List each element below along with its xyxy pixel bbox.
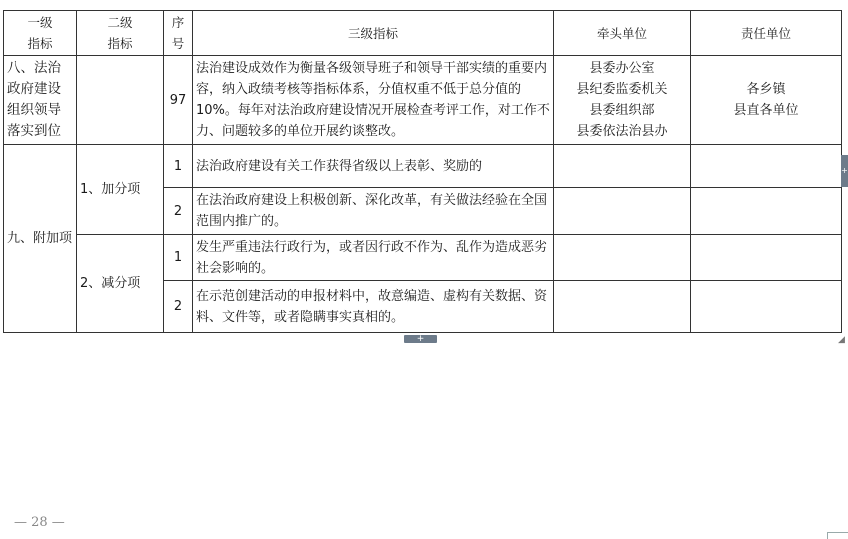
add-column-handle[interactable]: + [841,155,848,187]
row8-level1: 八、法治政府建设组织领导落实到位 [4,56,77,145]
bonus-resp-2 [691,188,842,235]
deduct-lead-2 [554,281,691,333]
header-level2: 二级 指标 [77,11,164,56]
bonus-lead-2 [554,188,691,235]
deduct-seq-2: 2 [164,281,193,333]
header-level1: 一级 指标 [4,11,77,56]
bonus-resp-1 [691,145,842,188]
row8-level2 [77,56,164,145]
bonus-text-2: 在法治政府建设上积极创新、深化改革，有关做法经验在全国范围内推广的。 [193,188,554,235]
deduct-seq-1: 1 [164,235,193,281]
row8-seq: 97 [164,56,193,145]
bonus-label: 1、加分项 [77,145,164,235]
header-resp: 责任单位 [691,11,842,56]
deduct-label: 2、减分项 [77,235,164,333]
header-level3: 三级指标 [193,11,554,56]
deduct-text-2: 在示范创建活动的申报材料中，故意编造、虚构有关数据、资料、文件等，或者隐瞒事实真相的。 [193,281,554,333]
row8-level3: 法治建设成效作为衡量各级领导班子和领导干部实绩的重要内容，纳入政绩考核等指标体系，分值权重不低于总分值的 10%。每年对法治政府建设情况开展检查考评工作，对工作不力、问题较多的单位开展约谈整改。 [193,56,554,145]
deduct-resp-2 [691,281,842,333]
bonus-seq-2: 2 [164,188,193,235]
deduct-text-1: 发生严重违法行政行为，或者因行政不作为、乱作为造成恶劣社会影响的。 [193,235,554,281]
header-row [4,11,842,56]
table-row [4,235,842,281]
indicator-table [3,10,842,333]
deduct-lead-1 [554,235,691,281]
header-lead: 牵头单位 [554,11,691,56]
row8-resp: 各乡镇 县直各单位 [691,56,842,145]
bonus-lead-1 [554,145,691,188]
row9-level1: 九、附加项 [4,145,77,333]
bonus-text-1: 法治政府建设有关工作获得省级以上表彰、奖励的 [193,145,554,188]
resize-corner-icon[interactable]: ◢ [838,335,845,345]
row8-lead: 县委办公室 县纪委监委机关 县委组织部 县委依法治县办 [554,56,691,145]
table-row [4,145,842,188]
table-row [4,56,842,145]
header-seq: 序 号 [164,11,193,56]
add-row-handle[interactable]: + [404,335,437,343]
bonus-seq-1: 1 [164,145,193,188]
deduct-resp-1 [691,235,842,281]
page-number: — 28 — [14,515,65,530]
